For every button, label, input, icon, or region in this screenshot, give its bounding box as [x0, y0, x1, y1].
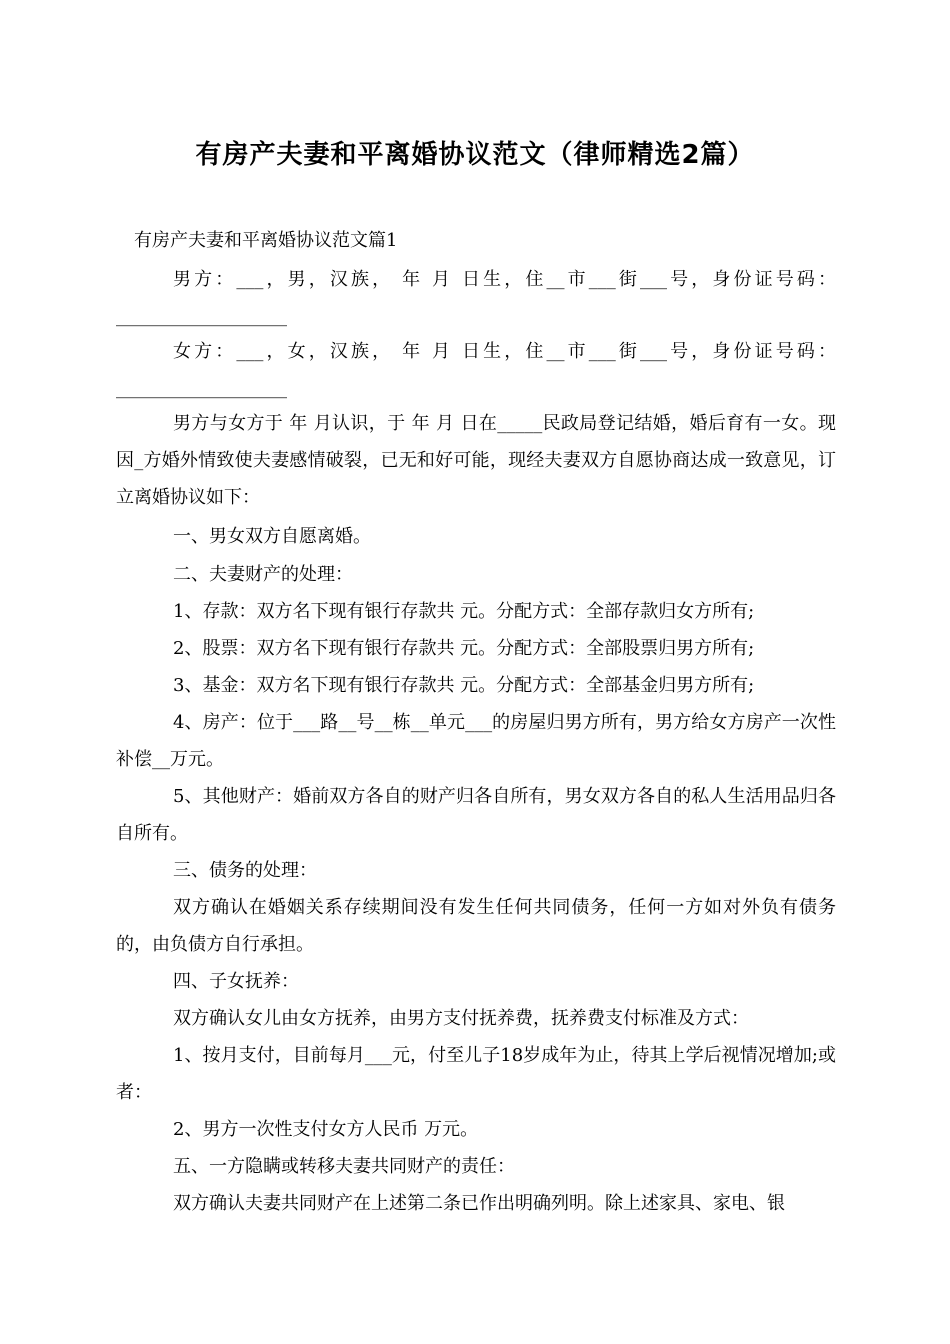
clause-4-item-monthly: 1、按月支付，目前每月___元，付至儿子18岁成年为止，待其上学后视情况增加;或者： — [116, 1045, 836, 1103]
paragraph-female-party: 女方：___，女，汉族， 年 月 日生，住__市___街___号，身份证号码：___________________ — [116, 341, 836, 399]
clause-2-item-stock: 2、股票：双方名下现有银行存款共 元。分配方式：全部股票归男方所有; — [173, 638, 755, 659]
paragraph-background: 男方与女方于 年 月认识，于 年 月 日在_____民政局登记结婚，婚后育有一女。现因_方婚外情致使夫妻感情破裂，已无和好可能，现经夫妻双方自愿协商达成一致意见，订立离婚协议如下： — [116, 413, 836, 508]
clause-2-item-fund: 3、基金：双方名下现有银行存款共 元。分配方式：全部基金归男方所有; — [173, 675, 755, 696]
clause-5-body: 双方确认夫妻共同财产在上述第二条已作出明确列明。除上述家具、家电、银 — [173, 1193, 785, 1214]
clause-4-item-lump-sum: 2、男方一次性支付女方人民币 万元。 — [173, 1119, 479, 1140]
paragraph-male-party: 男方：___，男，汉族， 年 月 日生，住__市___街___号，身份证号码：___________________ — [116, 269, 836, 327]
clause-5-heading: 五、一方隐瞒或转移夫妻共同财产的责任： — [173, 1156, 515, 1177]
clause-2-item-other: 5、其他财产：婚前双方各自的财产归各自所有，男女双方各自的私人生活用品归各自所有。 — [116, 786, 836, 844]
clause-4-heading: 四、子女抚养： — [173, 971, 299, 992]
clause-3-body: 双方确认在婚姻关系存续期间没有发生任何共同债务，任何一方如对外负有债务的，由负债方自行承担。 — [116, 897, 836, 955]
document-title: 有房产夫妻和平离婚协议范文（律师精选2篇） — [195, 140, 755, 170]
clause-4-body: 双方确认女儿由女方抚养，由男方支付抚养费，抚养费支付标准及方式： — [173, 1008, 749, 1029]
clause-2-item-house: 4、房产：位于___路__号__栋__单元___的房屋归男方所有，男方给女方房产一次性补偿__万元。 — [116, 712, 836, 770]
section-title: 有房产夫妻和平离婚协议范文篇1 — [134, 230, 398, 251]
clause-1: 一、男女双方自愿离婚。 — [173, 526, 371, 547]
clause-3-heading: 三、债务的处理： — [173, 860, 317, 881]
clause-2-heading: 二、夫妻财产的处理： — [173, 564, 353, 585]
clause-2-item-deposit: 1、存款：双方名下现有银行存款共 元。分配方式：全部存款归女方所有; — [173, 601, 755, 622]
